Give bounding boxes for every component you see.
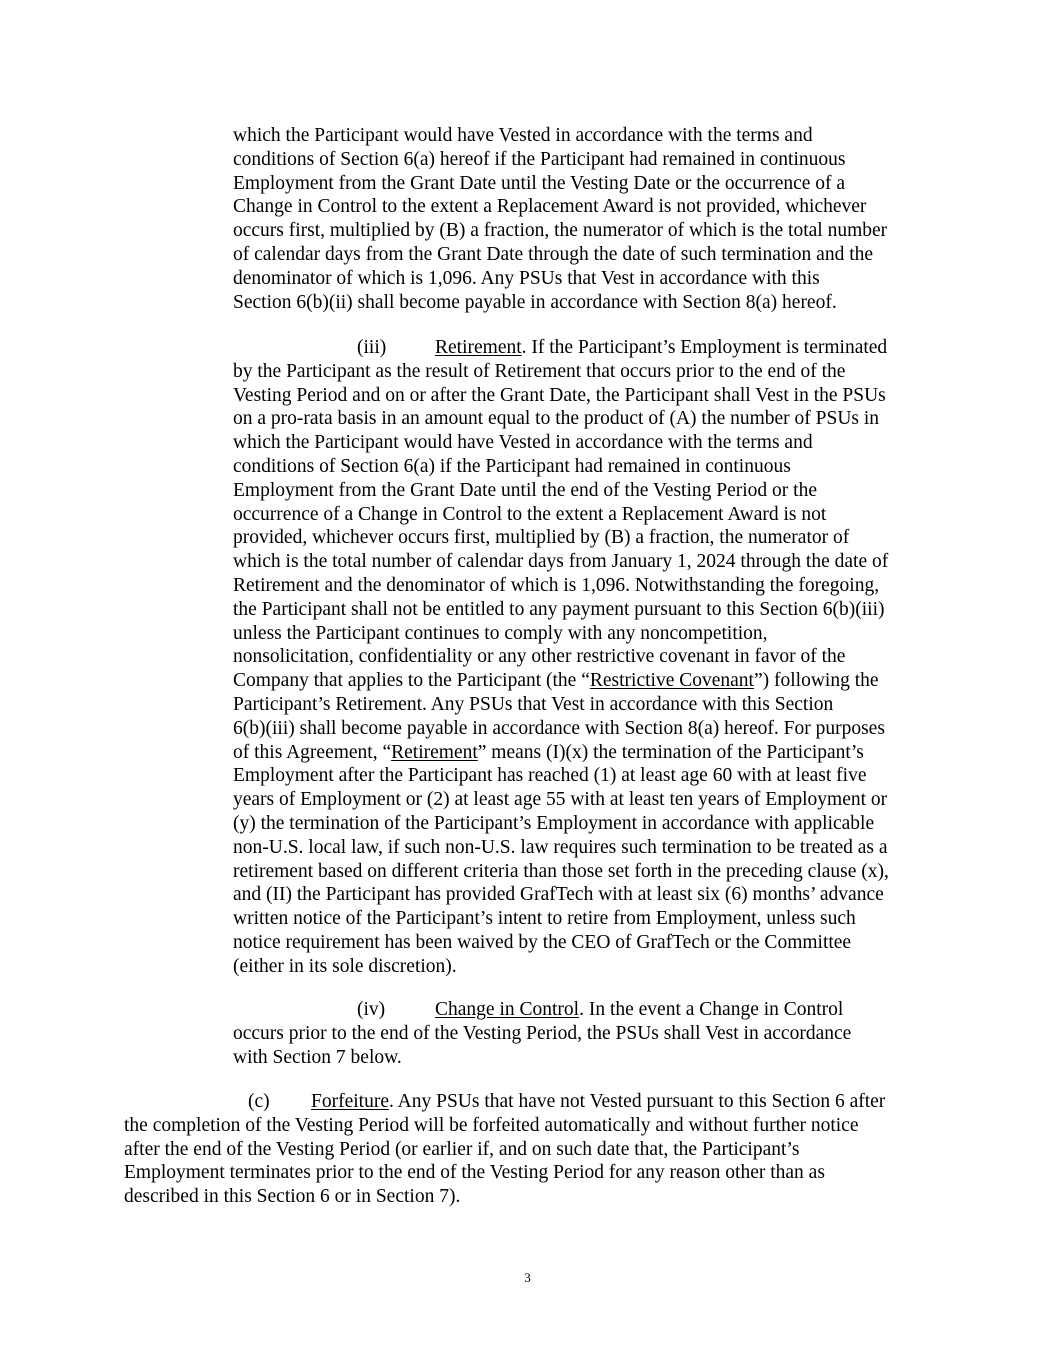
text-segment: of this Agreement, “ — [233, 741, 392, 763]
section-iv-number: (iv) — [357, 999, 386, 1020]
text-line: years of Employment or (2) at least age 55 with at least ten years of Employment or — [233, 789, 888, 811]
retirement-definition-line — [233, 741, 938, 765]
text-line: Employment after the Participant has reached (1) at least age 60 with at least five — [233, 765, 867, 787]
section-iii-number: (iii) — [357, 337, 387, 358]
section-iii-retirement — [233, 336, 938, 979]
section-iv-change-in-control — [233, 998, 938, 1069]
text-line: the completion of the Vesting Period will be forfeited automatically and without further notice — [124, 1114, 859, 1136]
section-c-forfeiture — [124, 1090, 938, 1209]
section-iv-heading: Change in Control — [435, 999, 580, 1020]
restrictive-covenant-term: Restrictive Covenant — [589, 670, 754, 692]
section-c-first-line — [124, 1090, 938, 1114]
section-iii-first-line-text: . If the Participant’s Employment is terminated — [521, 337, 888, 358]
text-line: described in this Section 6 or in Section 7). — [124, 1186, 461, 1208]
section-iii-first-line — [233, 336, 938, 360]
text-line: conditions of Section 6(a) hereof if the Participant had remained in continuous — [233, 148, 846, 170]
text-segment: ” means (I)(x) the termination of the Participant’s — [477, 741, 864, 763]
text-line: denominator of which is 1,096. Any PSUs that Vest in accordance with this — [233, 267, 820, 289]
text-line: conditions of Section 6(a) if the Participant had remained in continuous — [233, 455, 791, 477]
text-line: after the end of the Vesting Period (or earlier if, and on such date that, the Participant’s — [124, 1138, 800, 1160]
text-line: on a pro-rata basis in an amount equal to the product of (A) the number of PSUs in — [233, 408, 880, 430]
text-line: the Participant shall not be entitled to any payment pursuant to this Section 6(b)(iii) — [233, 598, 885, 620]
restrictive-covenant-line — [233, 669, 938, 693]
text-line: (y) the termination of the Participant’s Employment in accordance with applicable — [233, 812, 875, 834]
text-segment: Company that applies to the Participant (the “ — [233, 670, 590, 692]
text-line: non-U.S. local law, if such non-U.S. law requires such termination to be treated as a — [233, 836, 888, 858]
text-line: which the Participant would have Vested in accordance with the terms and — [233, 432, 813, 454]
text-line: retirement based on different criteria than those set forth in the preceding clause (x), — [233, 860, 889, 882]
text-line: occurrence of a Change in Control to the extent a Replacement Award is not — [233, 503, 827, 525]
text-line: 6(b)(iii) shall become payable in accordance with Section 8(a) hereof. For purposes — [233, 717, 885, 739]
text-line: written notice of the Participant’s intent to retire from Employment, unless such — [233, 908, 856, 930]
text-line: Change in Control to the extent a Replacement Award is not provided, whichever — [233, 196, 867, 218]
section-c-number: (c) — [248, 1091, 270, 1112]
text-line: Employment terminates prior to the end of the Vesting Period for any reason other than as — [124, 1162, 825, 1184]
text-line: Employment from the Grant Date until the end of the Vesting Period or the — [233, 479, 817, 501]
text-line: unless the Participant continues to comply with any noncompetition, — [233, 622, 768, 644]
text-line: which the Participant would have Vested in accordance with the terms and — [233, 125, 813, 146]
retirement-term: Retirement — [391, 741, 478, 763]
text-line: and (II) the Participant has provided GrafTech with at least six (6) months’ advance — [233, 884, 884, 906]
text-line: occurs prior to the end of the Vesting Period, the PSUs shall Vest in accordance — [233, 1022, 852, 1044]
section-iv-first-line-text: . In the event a Change in Control — [579, 999, 844, 1020]
text-line: of calendar days from the Grant Date through the date of such termination and the — [233, 243, 874, 265]
text-line: (either in its sole discretion). — [233, 955, 457, 977]
section-iv-first-line — [233, 998, 938, 1022]
text-line: Retirement and the denominator of which is 1,096. Notwithstanding the foregoing, — [233, 574, 880, 596]
section-iii-heading: Retirement — [435, 337, 522, 358]
continuation-paragraph — [233, 124, 938, 314]
text-line: nonsolicitation, confidentiality or any other restrictive covenant in favor of the — [233, 646, 846, 668]
text-line: Employment from the Grant Date until the Vesting Date or the occurrence of a — [233, 172, 846, 194]
text-line: Participant’s Retirement. Any PSUs that Vest in accordance with this Section — [233, 693, 834, 715]
page-number: 3 — [524, 1270, 531, 1285]
section-c-first-line-text: . Any PSUs that have not Vested pursuant to this Section 6 after — [388, 1091, 886, 1112]
text-line: by the Participant as the result of Retirement that occurs prior to the end of the — [233, 360, 846, 382]
text-line: Vesting Period and on or after the Grant Date, the Participant shall Vest in the PSUs — [233, 384, 886, 406]
text-line: provided, whichever occurs first, multiplied by (B) a fraction, the numerator of — [233, 527, 850, 549]
section-c-heading: Forfeiture — [311, 1091, 389, 1112]
text-line: notice requirement has been waived by the CEO of GrafTech or the Committee — [233, 931, 852, 953]
text-line: occurs first, multiplied by (B) a fraction, the numerator of which is the total number — [233, 220, 888, 242]
text-line: Section 6(b)(ii) shall become payable in accordance with Section 8(a) hereof. — [233, 291, 837, 313]
text-line: with Section 7 below. — [233, 1046, 402, 1068]
text-segment: ”) following the — [753, 670, 879, 692]
text-line: which is the total number of calendar days from January 1, 2024 through the date of — [233, 551, 889, 573]
